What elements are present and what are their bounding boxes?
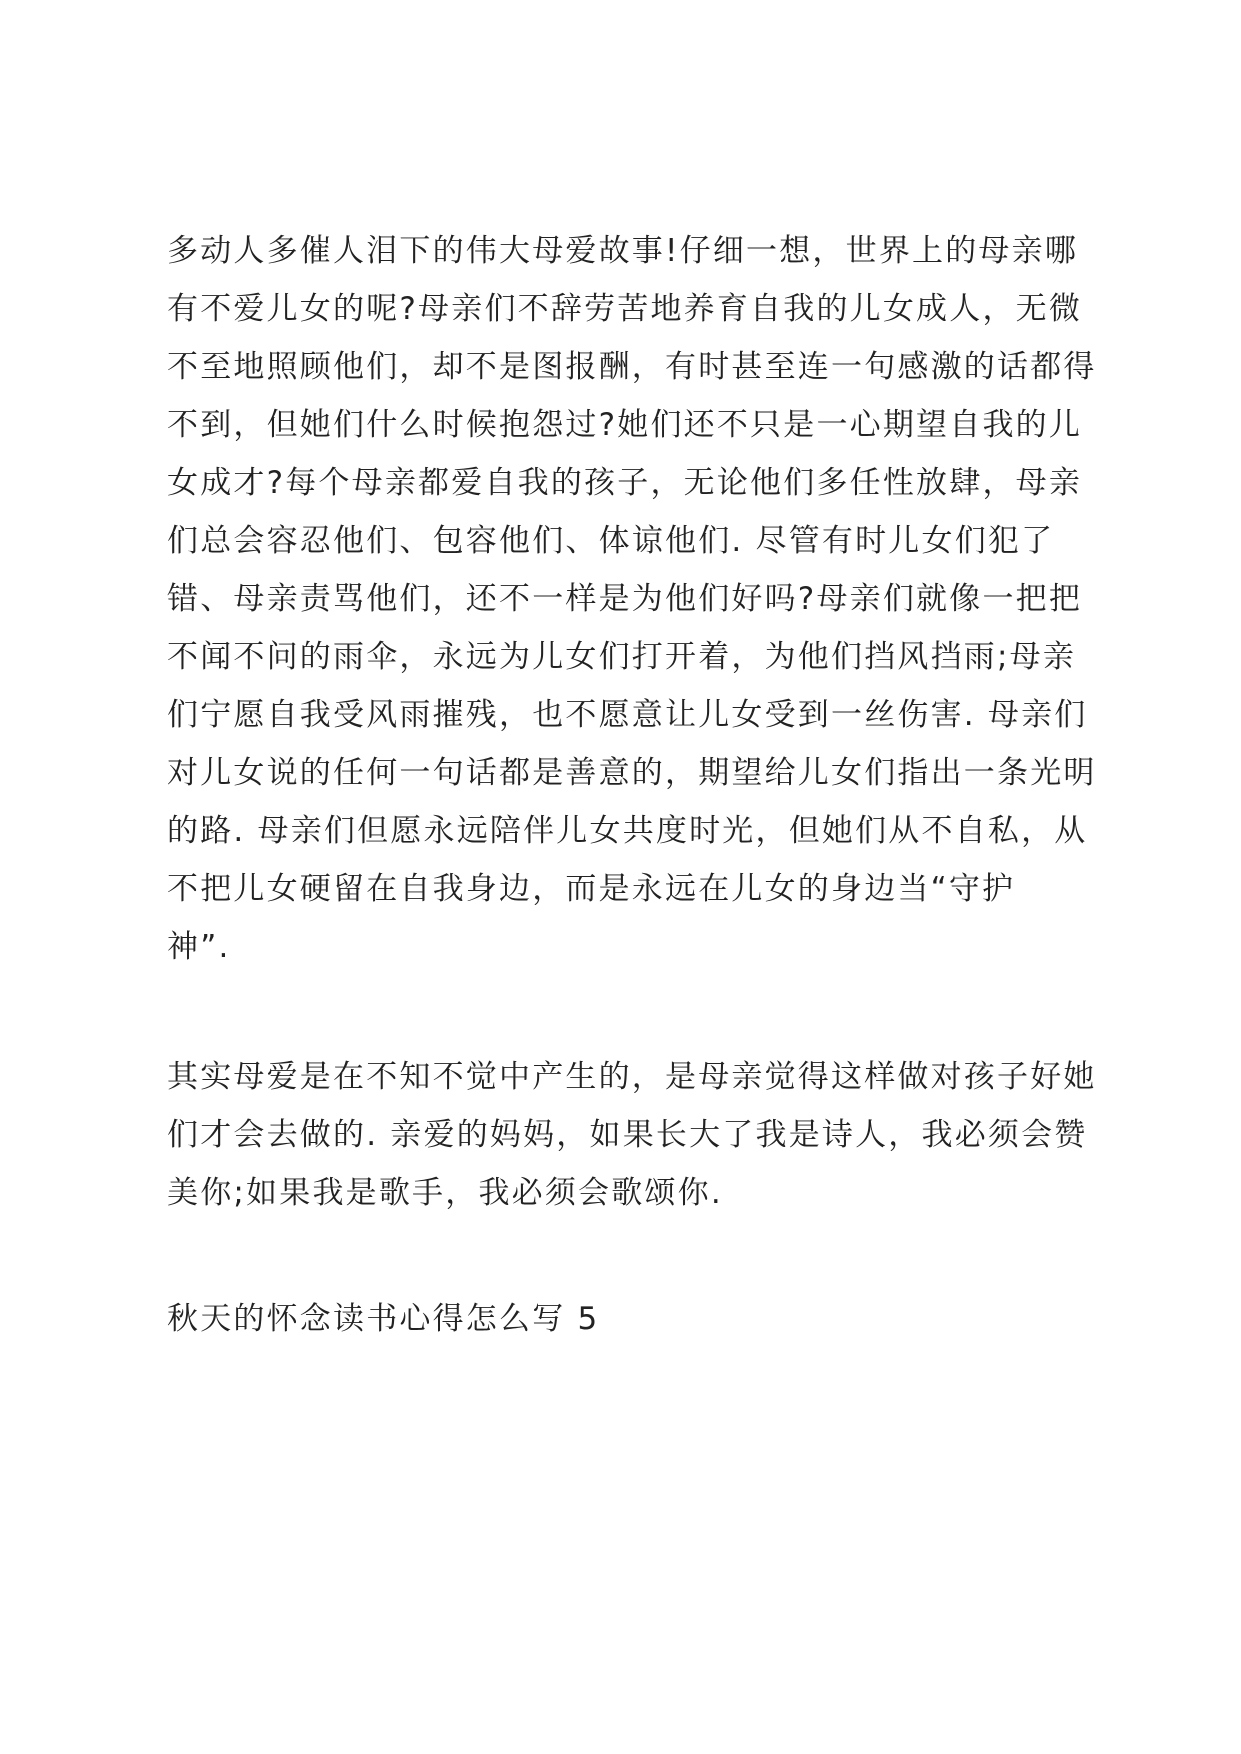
text-line: 有不爱儿女的呢?母亲们不辞劳苦地养育自我的儿女成人，无微 <box>167 291 1083 327</box>
paragraph-spacer <box>167 979 1097 1051</box>
text-line: 对儿女说的任何一句话都是善意的，期望给儿女们指出一条光明 <box>167 755 1097 791</box>
text-line: 的路. 母亲们但愿永远陪伴儿女共度时光，但她们从不自私，从 <box>167 813 1088 849</box>
text-line: 不闻不问的雨伞，永远为儿女们打开着，为他们挡风挡雨;母亲 <box>167 639 1077 675</box>
paragraph-spacer <box>167 1225 1097 1293</box>
paragraph-mother-love <box>167 225 1097 979</box>
text-line: 错、母亲责骂他们，还不一样是为他们好吗?母亲们就像一把把 <box>167 581 1083 617</box>
text-line: 女成才?每个母亲都爱自我的孩子，无论他们多任性放肆，母亲 <box>167 465 1083 501</box>
text-line: 多动人多催人泪下的伟大母爱故事!仔细一想，世界上的母亲哪 <box>167 233 1079 269</box>
text-line: 神”. <box>167 929 231 965</box>
text-line: 不到，但她们什么时候抱怨过?她们还不只是一心期望自我的儿 <box>167 407 1083 443</box>
text-line: 不至地照顾他们，却不是图报酬，有时甚至连一句感激的话都得 <box>167 349 1097 385</box>
section-heading: 秋天的怀念读书心得怎么写 5 <box>167 1301 600 1337</box>
text-line: 美你;如果我是歌手，我必须会歌颂你. <box>167 1175 723 1211</box>
document-body <box>167 225 1097 1351</box>
text-line: 其实母爱是在不知不觉中产生的，是母亲觉得这样做对孩子好她 <box>167 1059 1097 1095</box>
text-line: 不把儿女硬留在自我身边，而是永远在儿女的身边当“守护 <box>167 871 1016 907</box>
text-line: 们才会去做的. 亲爱的妈妈，如果长大了我是诗人，我必须会赞 <box>167 1117 1088 1153</box>
text-line: 们总会容忍他们、包容他们、体谅他们. 尽管有时儿女们犯了 <box>167 523 1055 559</box>
text-line: 们宁愿自我受风雨摧残，也不愿意让儿女受到一丝伤害. 母亲们 <box>167 697 1088 733</box>
paragraph-conclusion <box>167 1051 1097 1225</box>
